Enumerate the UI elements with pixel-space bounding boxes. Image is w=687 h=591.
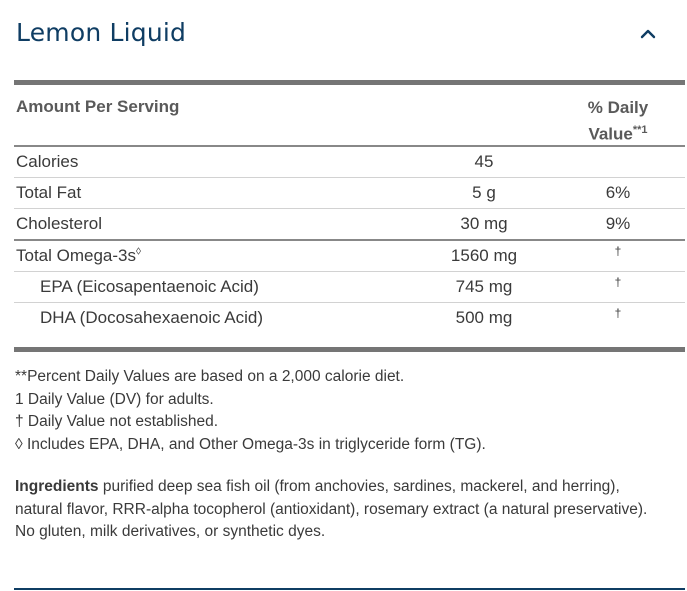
chevron-up-icon[interactable] [639,27,657,39]
footnote: † Daily Value not established. [15,413,219,430]
daily-value-mark: **1 [632,124,648,136]
table-row [14,241,685,272]
footer-divider [14,588,685,590]
table-row [14,147,685,178]
bottom-divider [14,347,685,352]
nutrient-name [16,246,141,266]
table-row [14,303,685,333]
footnotes [15,366,675,456]
nutrient-name: DHA (Docosahexaenoic Acid) [40,308,264,327]
daily-value-header [570,97,666,146]
table-row [14,209,685,241]
table-header [14,85,685,145]
nutrient-name: Cholesterol [16,214,102,233]
daily-value-header-text: % Daily Value [587,98,649,144]
nutrient-name-text: Total Omega-3s [16,246,136,265]
nutrient-name: Calories [16,152,79,171]
ingredients-section [15,476,670,544]
footnote: ◊ Includes EPA, DHA, and Other Omega-3s in triglyceride form (TG). [15,435,486,453]
nutrient-name: EPA (Eicosapentaenoic Acid) [40,277,259,296]
ingredients-paragraph [15,476,670,521]
nutrient-amount: 45 [474,152,494,171]
footnote: 1 Daily Value (DV) for adults. [15,390,214,408]
nutrient-amount: 1560 mg [450,246,518,265]
table-row [14,178,685,209]
nutrient-amount: 500 mg [455,308,513,327]
nutrient-daily-value: 9% [605,214,631,233]
nutrient-amount: 745 mg [455,277,513,296]
ingredients-label: Ingredients [15,478,99,495]
nutrient-daily-value: † [614,306,622,320]
nutrient-daily-value: † [614,244,622,258]
product-title: Lemon Liquid [16,18,187,47]
nutrient-amount: 5 g [472,183,496,202]
free-from-statement: No gluten, milk derivatives, or synthetic dyes. [15,523,326,540]
diamond-mark: ◊ [136,246,141,258]
footnote: **Percent Daily Values are based on a 2,000 calorie diet. [15,368,405,385]
nutrient-amount: 30 mg [460,214,508,233]
nutrition-facts-table [14,80,685,352]
section-header[interactable] [16,0,671,70]
amount-per-serving-header: Amount Per Serving [16,97,180,116]
nutrient-daily-value: 6% [605,183,631,202]
nutrient-name: Total Fat [16,183,82,202]
table-row [14,272,685,303]
nutrient-daily-value: † [614,275,622,289]
ingredients-text: purified deep sea fish oil (from anchovies, sardines, mackerel, and herring), natural flavor, RRR-alpha tocopherol (antioxidant), rosemary extract (a natural preservative). [15,478,648,518]
